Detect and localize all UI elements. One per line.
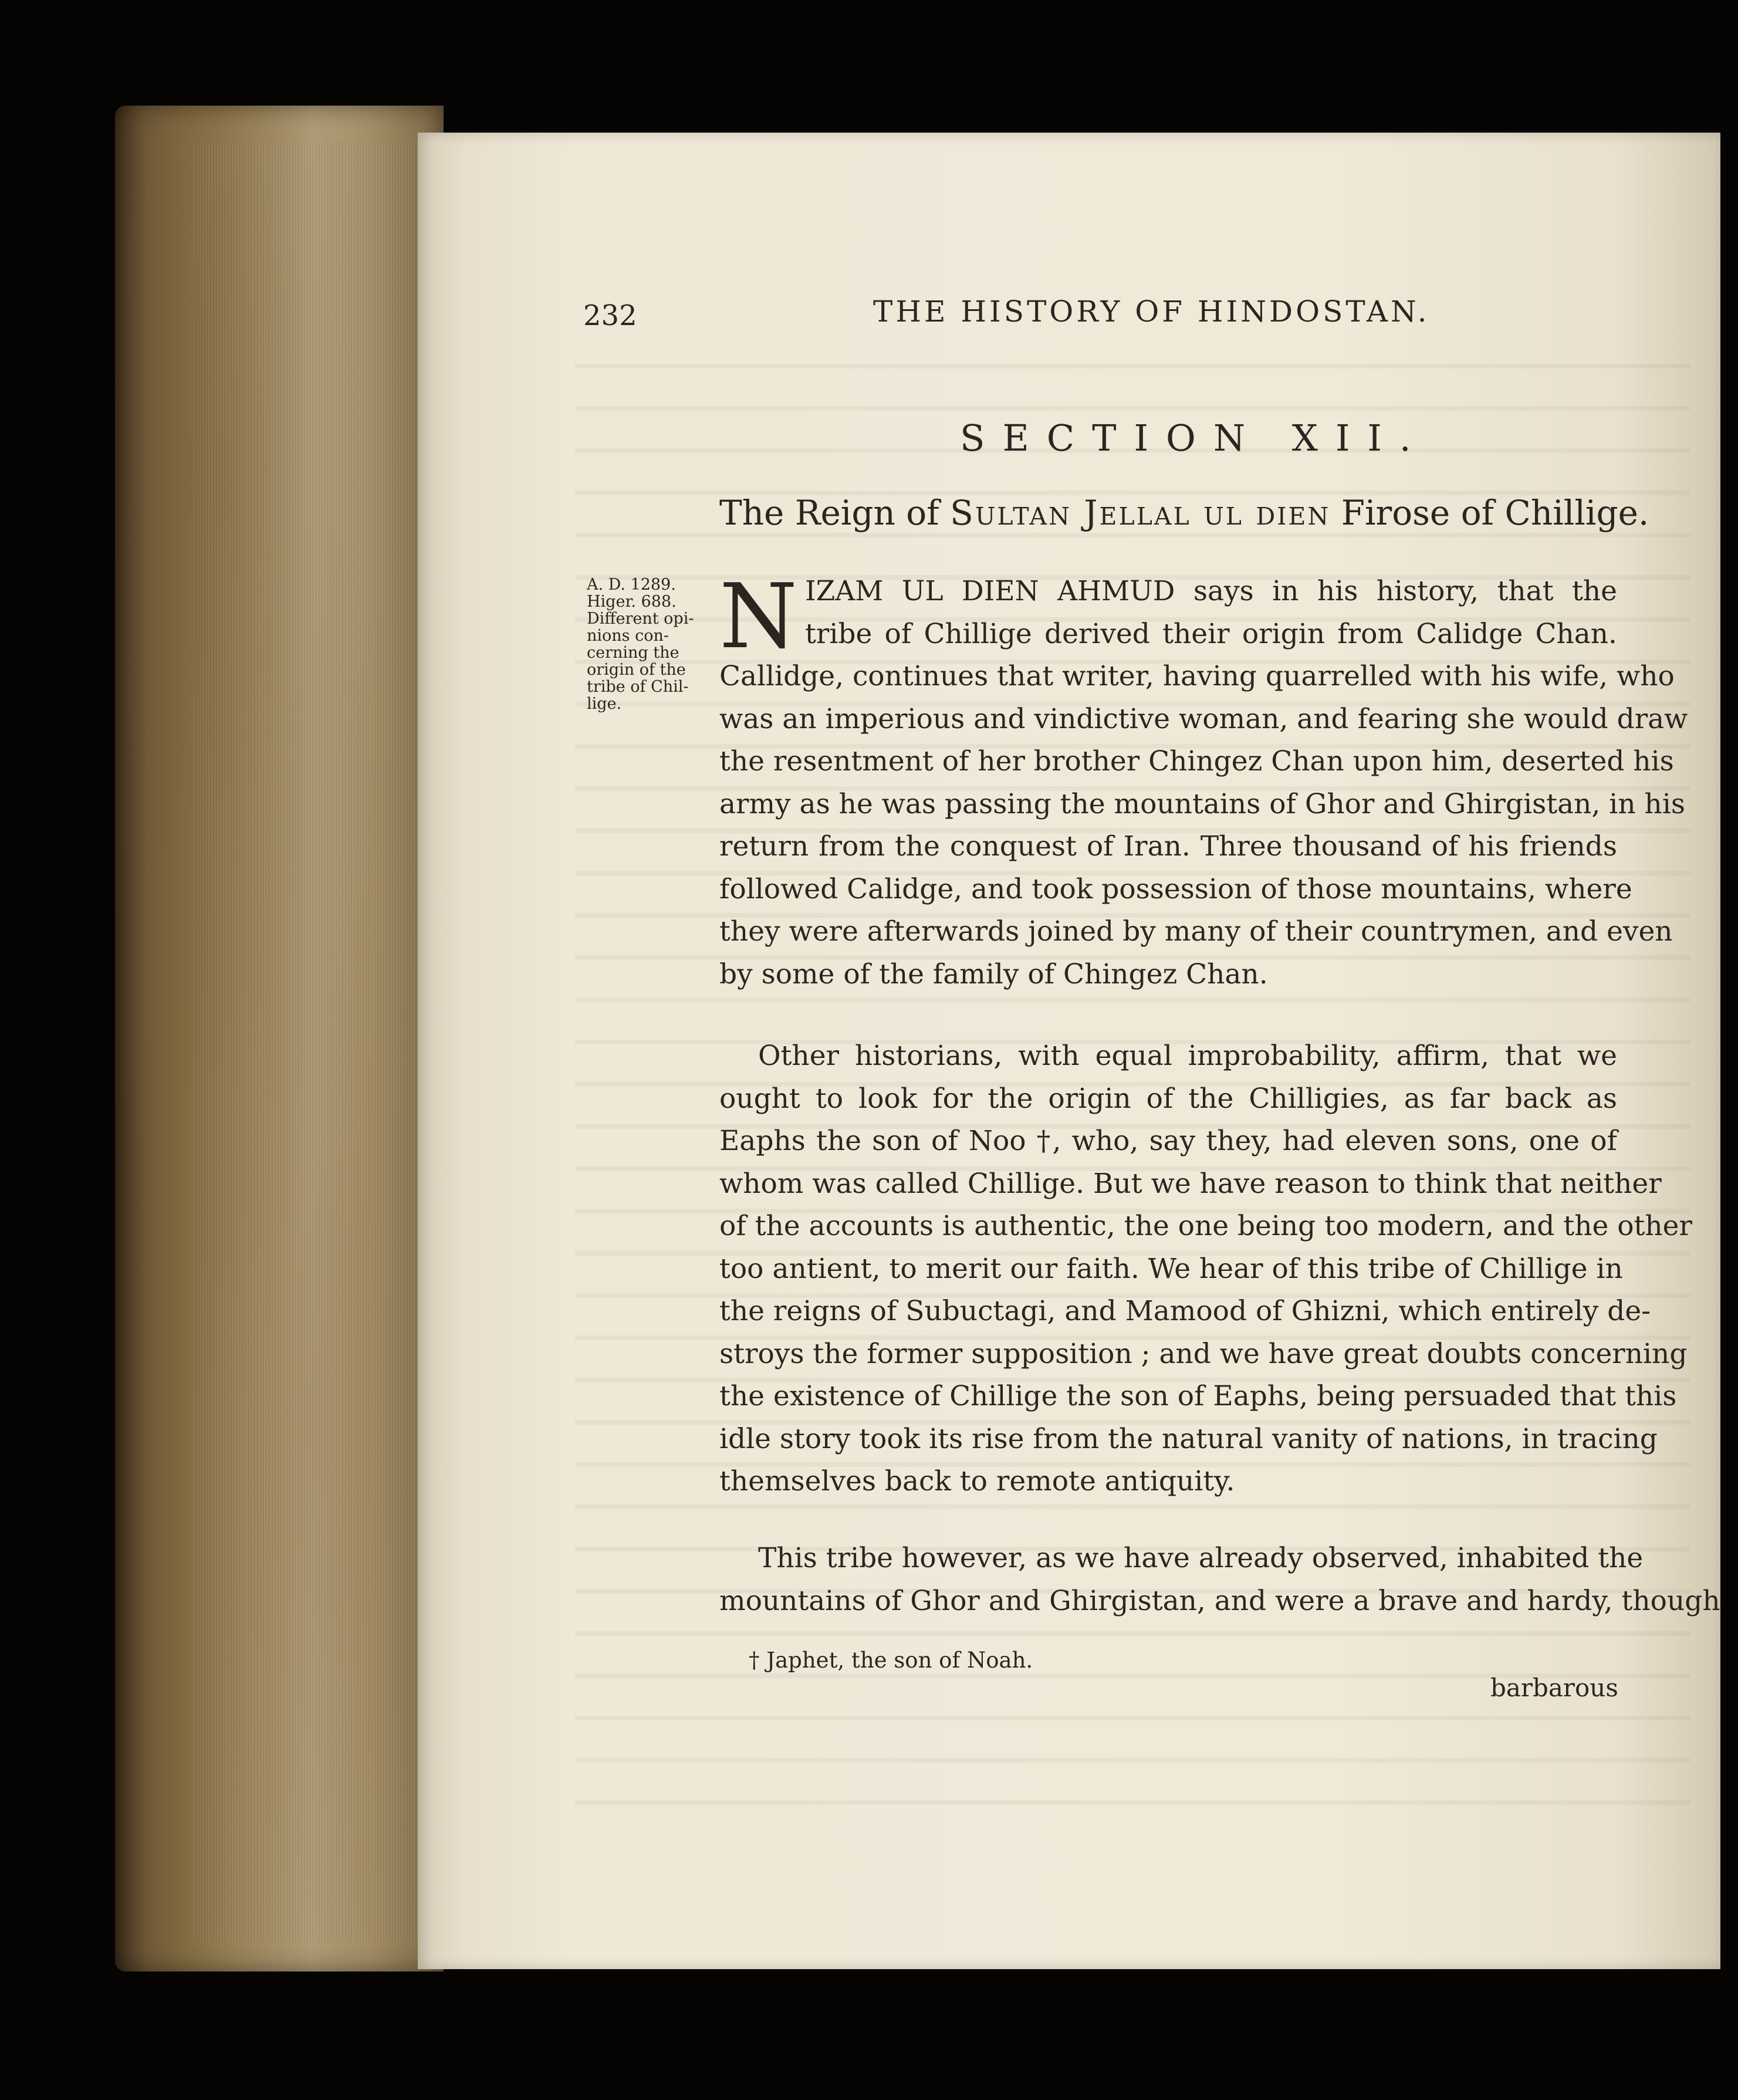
- text-line: mountains of Ghor and Ghirgistan, and were a brave and hardy, though: [719, 1584, 1720, 1617]
- text-line: Eaphs the son of Noo †, who, say they, had eleven sons, one of: [719, 1125, 1617, 1157]
- margin-note-line: origin of the: [587, 661, 686, 679]
- catchword: barbarous: [1490, 1673, 1618, 1702]
- page-number: 232: [583, 299, 637, 332]
- text-line: whom was called Chillige. But we have reason to think that neither: [719, 1167, 1662, 1200]
- text-line: stroys the former supposition ; and we have great doubts concerning: [719, 1337, 1688, 1370]
- text-line: Callidge, continues that writer, having quarrelled with his wife, who: [719, 660, 1675, 692]
- text-line: This tribe however, as we have already observed, inhabited the: [758, 1542, 1644, 1574]
- reign-title-lead: The Reign of: [719, 493, 939, 533]
- text-line: by some of the family of Chingez Chan.: [719, 958, 1268, 990]
- text-line: the existence of Chillige the son of Eaphs, being persuaded that this: [719, 1380, 1677, 1412]
- reign-title-name: Sultan Jellal ul dien: [950, 493, 1331, 533]
- text-line: tribe of Chillige derived their origin from Calidge Chan.: [805, 617, 1617, 650]
- reign-title-tail: Firose of Chillige.: [1341, 493, 1649, 533]
- text-line: return from the conquest of Iran. Three thousand of his friends: [719, 830, 1617, 863]
- text-line: the reigns of Subuctagi, and Mamood of Ghizni, which entirely de-: [719, 1295, 1651, 1327]
- margin-note-line: Higer. 688.: [587, 593, 677, 611]
- text-line: army as he was passing the mountains of Ghor and Ghirgistan, in his: [719, 787, 1685, 820]
- text-line: of the accounts is authentic, the one being too modern, and the other: [719, 1210, 1692, 1242]
- text-line: too antient, to merit our faith. We hear of this tribe of Chillige in: [719, 1252, 1623, 1285]
- margin-note-line: lige.: [587, 695, 622, 713]
- text-line: the resentment of her brother Chingez Chan upon him, deserted his: [719, 745, 1674, 777]
- page-block-edges: [194, 141, 434, 1942]
- margin-note-line: cerning the: [587, 644, 679, 662]
- text-line: IZAM UL DIEN AHMUD says in his history, that the: [805, 575, 1617, 607]
- margin-note-line: A. D. 1289.: [587, 576, 676, 594]
- margin-note-line: nions con-: [587, 627, 669, 645]
- text-line: followed Calidge, and took possession of those mountains, where: [719, 873, 1632, 905]
- margin-note-line: tribe of Chil-: [587, 678, 689, 696]
- text-line: was an imperious and vindictive woman, and fearing she would draw: [719, 702, 1688, 735]
- text-line: ought to look for the origin of the Chilligies, as far back as: [719, 1082, 1617, 1115]
- reign-title: [719, 493, 1649, 533]
- text-line: they were afterwards joined by many of their countrymen, and even: [719, 915, 1673, 948]
- margin-note-line: Different opi-: [587, 610, 694, 628]
- drop-cap: N: [719, 564, 797, 668]
- running-head: THE HISTORY OF HINDOSTAN.: [873, 295, 1430, 329]
- text-line: Other historians, with equal improbability, affirm, that we: [758, 1040, 1617, 1072]
- footnote: † Japhet, the son of Noah.: [749, 1648, 1033, 1673]
- paragraph-3: [719, 1537, 1720, 1622]
- paragraph-2: [719, 1035, 1692, 1503]
- paragraph-1: [719, 655, 1688, 996]
- text-line: themselves back to remote antiquity.: [719, 1465, 1235, 1497]
- section-heading: SECTION XII.: [960, 417, 1429, 459]
- margin-note: [587, 576, 716, 712]
- text-line: idle story took its rise from the natural vanity of nations, in tracing: [719, 1422, 1658, 1455]
- paragraph-1-indented-lines: [805, 570, 1617, 655]
